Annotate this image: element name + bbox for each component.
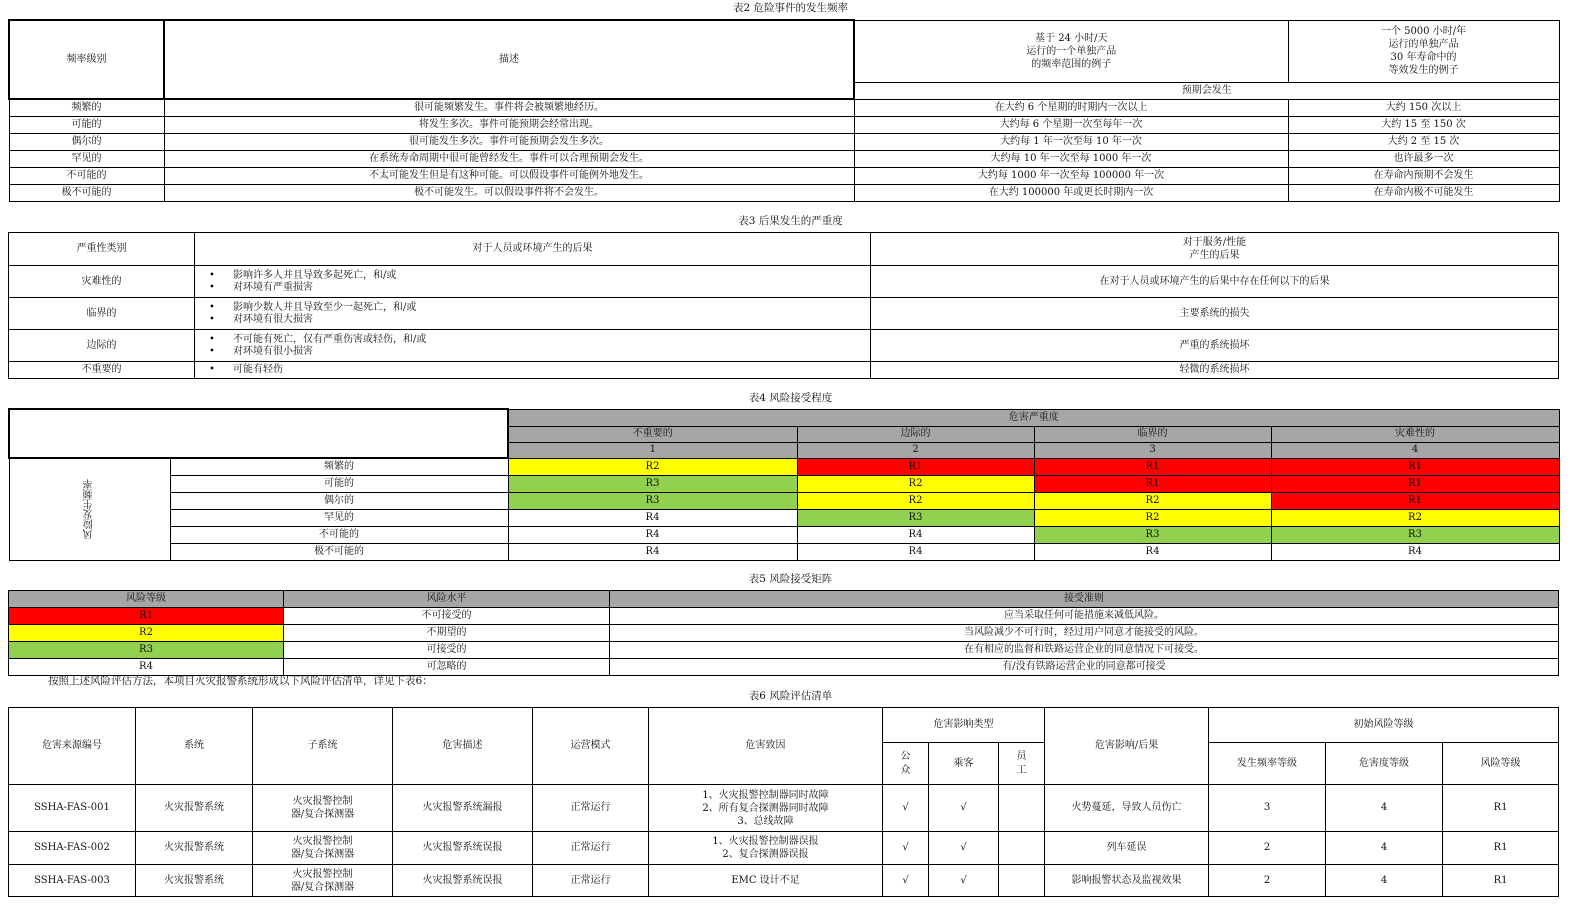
- t4-row-label: 偶尔的: [170, 492, 508, 509]
- t5-criteria-cell: 有/没有铁路运营企业的同意都可接受: [610, 659, 1559, 676]
- t2-header-ex1: 基于 24 小时/天 运行的一个单独产品 的频率范围的例子: [854, 20, 1288, 82]
- note-text: 按照上述风险评估方法，本项目火灾报警系统形成以下风险评估清单，详见下表6：: [48, 675, 433, 687]
- t2-ex2-cell: 大约 2 至 15 次: [1288, 133, 1559, 150]
- t6-sev-cell: 4: [1326, 832, 1443, 865]
- t5-grade-cell: R3: [9, 642, 284, 659]
- t6-staff-cell: [999, 832, 1045, 865]
- t4-risk-cell: R4: [1034, 543, 1271, 560]
- t6-mode-cell: 正常运行: [533, 832, 649, 865]
- t6-risk-cell: R1: [1443, 785, 1559, 832]
- t5-grade-cell: R4: [9, 659, 284, 676]
- t5-level-cell: 不可接受的: [284, 608, 610, 625]
- t4-risk-cell: R4: [508, 526, 797, 543]
- t2-level-cell: 频繁的: [9, 99, 164, 116]
- table-row: [9, 330, 1559, 362]
- t3-category-cell: 边际的: [9, 330, 195, 362]
- table-row: [9, 167, 1559, 184]
- table-row: [9, 362, 1559, 379]
- t4-col-num: 2: [797, 442, 1034, 458]
- t4-risk-cell: R1: [1271, 458, 1559, 475]
- t5-grade-cell: R1: [9, 608, 284, 625]
- t5-header-criteria: 接受准则: [610, 591, 1559, 608]
- t5-criteria-cell: 当风险减少不可行时，经过用户同意才能接受的风险。: [610, 625, 1559, 642]
- t4-risk-cell: R3: [508, 492, 797, 509]
- t2-desc-cell: 不太可能发生但是有这种可能。可以假设事件可能例外地发生。: [164, 167, 854, 184]
- t2-level-cell: 不可能的: [9, 167, 164, 184]
- table-row: [9, 298, 1559, 330]
- t6-header-mode: 运营模式: [533, 708, 649, 785]
- t6-effect-cell: 列车延误: [1045, 832, 1209, 865]
- t6-effect-cell: 火势蔓延，导致人员伤亡: [1045, 785, 1209, 832]
- t5-level-cell: 可接受的: [284, 642, 610, 659]
- t4-col-label: 临界的: [1034, 426, 1271, 442]
- t4-risk-cell: R4: [797, 543, 1034, 560]
- t5-level-cell: 不期望的: [284, 625, 610, 642]
- t4-col-label: 不重要的: [508, 426, 797, 442]
- t4-col-num: 1: [508, 442, 797, 458]
- t2-ex1-cell: 在大约 6 个星期的时期内一次以上: [854, 99, 1288, 116]
- table-row: [9, 99, 1559, 116]
- t6-header-id: 危害来源编号: [9, 708, 136, 785]
- t6-header-initial: 初始风险等级: [1209, 708, 1559, 743]
- t6-public-cell: √: [883, 865, 929, 897]
- table5-risk-matrix: [8, 590, 1559, 676]
- t6-system-cell: 火灾报警系统: [136, 785, 253, 832]
- t6-id-cell: SSHA-FAS-001: [9, 785, 136, 832]
- t6-sev-cell: 4: [1326, 785, 1443, 832]
- t4-risk-cell: R3: [1271, 526, 1559, 543]
- t6-mode-cell: 正常运行: [533, 865, 649, 897]
- t6-header-subsystem: 子系统: [253, 708, 393, 785]
- t2-header-expect: 预期会发生: [854, 82, 1559, 99]
- t2-level-cell: 偶尔的: [9, 133, 164, 150]
- t6-passenger-cell: √: [929, 832, 999, 865]
- t6-freq-cell: 3: [1209, 785, 1326, 832]
- t2-ex1-cell: 大约每 10 年一次至每 1000 年一次: [854, 150, 1288, 167]
- t2-level-cell: 罕见的: [9, 150, 164, 167]
- t6-passenger-cell: √: [929, 785, 999, 832]
- t4-risk-cell: R3: [508, 475, 797, 492]
- t3-service-cell: 在对于人员或环境产生的后果中存在任何以下的后果: [871, 266, 1559, 298]
- t4-risk-cell: R1: [1034, 458, 1271, 475]
- t3-header-category: 严重性类别: [9, 233, 195, 266]
- table-row: [9, 659, 1559, 676]
- t2-level-cell: 极不可能的: [9, 184, 164, 201]
- table-row: [9, 832, 1559, 865]
- table-row: [9, 625, 1559, 642]
- t6-passenger-cell: √: [929, 865, 999, 897]
- table2-frequency: [8, 19, 1560, 202]
- t6-risk-cell: R1: [1443, 865, 1559, 897]
- table-row: [9, 475, 1559, 492]
- t6-mode-cell: 正常运行: [533, 785, 649, 832]
- table-row: [9, 526, 1559, 543]
- t2-desc-cell: 很可能频繁发生。事件将会被频繁地经历。: [164, 99, 854, 116]
- t4-row-label: 频繁的: [170, 458, 508, 475]
- t6-effect-cell: 影响报警状态及监视效果: [1045, 865, 1209, 897]
- t2-header-desc: 描述: [164, 20, 854, 99]
- t3-service-cell: 轻微的系统损坏: [871, 362, 1559, 379]
- table-row: [9, 865, 1559, 897]
- t6-system-cell: 火灾报警系统: [136, 865, 253, 897]
- t3-service-cell: 严重的系统损坏: [871, 330, 1559, 362]
- table-row: [9, 150, 1559, 167]
- t2-desc-cell: 很可能发生多次。事件可能预期会发生多次。: [164, 133, 854, 150]
- t6-public-cell: √: [883, 832, 929, 865]
- t6-id-cell: SSHA-FAS-003: [9, 865, 136, 897]
- t4-freq-axis-label: 风险发生频率: [9, 458, 170, 560]
- table2-caption: 表2 危险事件的发生频率: [732, 2, 849, 14]
- t6-desc-cell: 火灾报警系统误报: [393, 832, 533, 865]
- t4-col-num: 3: [1034, 442, 1271, 458]
- t6-id-cell: SSHA-FAS-002: [9, 832, 136, 865]
- t2-ex1-cell: 大约每 1000 年一次至每 100000 年一次: [854, 167, 1288, 184]
- table4-risk-acceptance: [8, 408, 1560, 561]
- t6-subsystem-cell: 火灾报警控制器/复合探测器: [253, 785, 393, 832]
- t6-header-system: 系统: [136, 708, 253, 785]
- table-row: [9, 509, 1559, 526]
- t4-row-label: 极不可能的: [170, 543, 508, 560]
- t4-risk-cell: R1: [1271, 492, 1559, 509]
- t6-subsystem-cell: 火灾报警控制器/复合探测器: [253, 832, 393, 865]
- table-row: [9, 492, 1559, 509]
- t2-ex2-cell: 大约 15 至 150 次: [1288, 116, 1559, 133]
- t4-risk-cell: R4: [508, 509, 797, 526]
- t2-ex1-cell: 大约每 1 年一次至每 10 年一次: [854, 133, 1288, 150]
- t4-risk-cell: R3: [1034, 526, 1271, 543]
- t6-header-effect: 危害影响/后果: [1045, 708, 1209, 785]
- t6-header-impact-type: 危害影响类型: [883, 708, 1045, 743]
- t6-desc-cell: 火灾报警系统漏报: [393, 785, 533, 832]
- t2-desc-cell: 将发生多次。事件可能预期会经常出现。: [164, 116, 854, 133]
- t6-sev-cell: 4: [1326, 865, 1443, 897]
- t2-ex2-cell: 也许最多一次: [1288, 150, 1559, 167]
- t6-freq-cell: 2: [1209, 832, 1326, 865]
- table-row: [9, 458, 1559, 475]
- t6-header-sev: 危害度等级: [1326, 743, 1443, 785]
- t6-header-staff: 员工: [999, 743, 1045, 785]
- t4-risk-cell: R2: [508, 458, 797, 475]
- t5-header-level: 风险水平: [284, 591, 610, 608]
- t4-risk-cell: R2: [797, 492, 1034, 509]
- table-row: [9, 785, 1559, 832]
- t6-header-risk: 风险等级: [1443, 743, 1559, 785]
- table3-caption: 表3 后果发生的严重度: [738, 215, 843, 227]
- t4-row-label: 不可能的: [170, 526, 508, 543]
- t6-header-cause: 危害致因: [649, 708, 883, 785]
- table4-caption: 表4 风险接受程度: [748, 392, 833, 404]
- t4-row-label: 罕见的: [170, 509, 508, 526]
- t2-ex2-cell: 大约 150 次以上: [1288, 99, 1559, 116]
- t6-subsystem-cell: 火灾报警控制器/复合探测器: [253, 865, 393, 897]
- t3-people-cell: • 影响许多人并且导致多起死亡，和/或 • 对环境有严重损害: [195, 266, 871, 298]
- table-row: [9, 608, 1559, 625]
- t3-header-people: 对于人员或环境产生的后果: [195, 233, 871, 266]
- t4-risk-cell: R1: [797, 458, 1034, 475]
- t6-header-freq: 发生频率等级: [1209, 743, 1326, 785]
- t4-risk-cell: R2: [1034, 492, 1271, 509]
- t3-people-cell: • 可能有轻伤: [195, 362, 871, 379]
- t5-level-cell: 可忽略的: [284, 659, 610, 676]
- t5-header-grade: 风险等级: [9, 591, 284, 608]
- table6-risk-list: [8, 707, 1559, 897]
- table-row: [9, 543, 1559, 560]
- t5-criteria-cell: 在有相应的监督和铁路运营企业的同意情况下可接受。: [610, 642, 1559, 659]
- t6-risk-cell: R1: [1443, 832, 1559, 865]
- t4-risk-cell: R1: [1271, 475, 1559, 492]
- t4-risk-cell: R4: [797, 526, 1034, 543]
- t4-col-label: 边际的: [797, 426, 1034, 442]
- table3-severity: [8, 232, 1559, 379]
- t3-header-service: 对于服务/性能 产生的后果: [871, 233, 1559, 266]
- table-row: [9, 133, 1559, 150]
- t3-service-cell: 主要系统的损失: [871, 298, 1559, 330]
- t4-row-label: 可能的: [170, 475, 508, 492]
- t4-risk-cell: R4: [1271, 543, 1559, 560]
- t6-header-passenger: 乘客: [929, 743, 999, 785]
- t6-public-cell: √: [883, 785, 929, 832]
- t2-desc-cell: 极不可能发生。可以假设事件将不会发生。: [164, 184, 854, 201]
- t2-level-cell: 可能的: [9, 116, 164, 133]
- t4-risk-cell: R3: [797, 509, 1034, 526]
- t5-criteria-cell: 应当采取任何可能措施来减低风险。: [610, 608, 1559, 625]
- t5-grade-cell: R2: [9, 625, 284, 642]
- t3-category-cell: 不重要的: [9, 362, 195, 379]
- t2-desc-cell: 在系统寿命周期中很可能曾经发生。事件可以合理预期会发生。: [164, 150, 854, 167]
- table-row: [9, 266, 1559, 298]
- t4-risk-cell: R1: [1034, 475, 1271, 492]
- t4-risk-cell: R4: [508, 543, 797, 560]
- t3-category-cell: 临界的: [9, 298, 195, 330]
- t6-system-cell: 火灾报警系统: [136, 832, 253, 865]
- t4-corner: [9, 409, 508, 458]
- t6-staff-cell: [999, 865, 1045, 897]
- t6-staff-cell: [999, 785, 1045, 832]
- table-row: [9, 184, 1559, 201]
- t3-category-cell: 灾难性的: [9, 266, 195, 298]
- t6-cause-cell: 1、火灾报警控制器误报 2、复合探测器误报: [649, 832, 883, 865]
- t2-ex2-cell: 在寿命内预期不会发生: [1288, 167, 1559, 184]
- t3-people-cell: • 影响少数人并且导致至少一起死亡，和/或 • 对环境有很大损害: [195, 298, 871, 330]
- table5-caption: 表5 风险接受矩阵: [748, 573, 833, 585]
- t2-ex1-cell: 大约每 6 个星期一次至每年一次: [854, 116, 1288, 133]
- t2-header-ex2: 一个 5000 小时/年 运行的单独产品 30 年寿命中的 等效发生的例子: [1288, 20, 1559, 82]
- t4-risk-cell: R2: [1271, 509, 1559, 526]
- table-row: [9, 116, 1559, 133]
- t6-desc-cell: 火灾报警系统误报: [393, 865, 533, 897]
- t6-header-public: 公众: [883, 743, 929, 785]
- t4-col-num: 4: [1271, 442, 1559, 458]
- t4-risk-cell: R2: [797, 475, 1034, 492]
- t2-ex2-cell: 在寿命内极不可能发生: [1288, 184, 1559, 201]
- t6-header-desc: 危害描述: [393, 708, 533, 785]
- t6-freq-cell: 2: [1209, 865, 1326, 897]
- t4-header-severity: 危害严重度: [508, 409, 1559, 426]
- t2-ex1-cell: 在大约 100000 年或更长时期内一次: [854, 184, 1288, 201]
- t4-risk-cell: R2: [1034, 509, 1271, 526]
- t4-col-label: 灾难性的: [1271, 426, 1559, 442]
- t3-people-cell: • 不可能有死亡，仅有严重伤害或轻伤，和/或 • 对环境有很小损害: [195, 330, 871, 362]
- table6-caption: 表6 风险评估清单: [748, 690, 833, 702]
- table-row: [9, 642, 1559, 659]
- t6-cause-cell: 1、火灾报警控制器同时故障 2、所有复合探测器同时故障 3、总线故障: [649, 785, 883, 832]
- t2-header-level: 频率级别: [9, 20, 164, 99]
- t6-cause-cell: EMC 设计不足: [649, 865, 883, 897]
